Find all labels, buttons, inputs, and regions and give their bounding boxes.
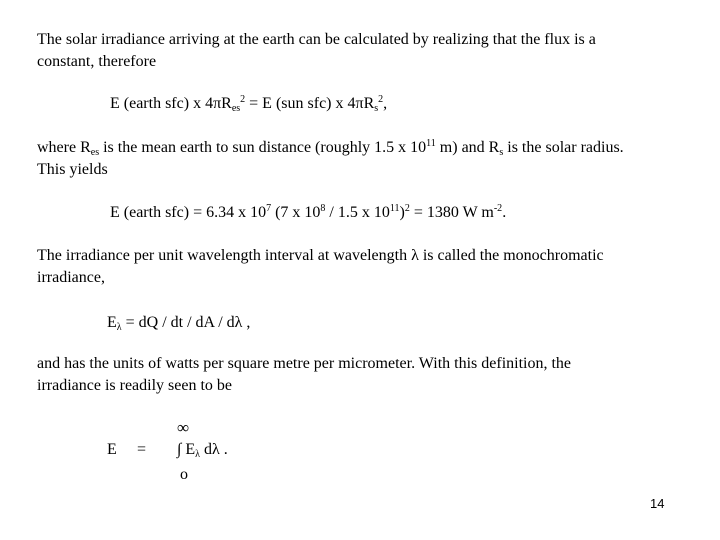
text-line: and has the units of watts per square metre per micrometer. With this definition, the bbox=[37, 355, 572, 372]
equation-earth-irradiance: E (earth sfc) = 6.34 x $10^7$ (7 x $10^8 / 1.5$ x $10^{11})^2 = 1380$ W $m^{-2}$. bbox=[110, 203, 507, 221]
integral-lhs: E bbox=[107, 441, 117, 458]
integral-upper-limit: ∞ bbox=[177, 418, 190, 437]
text-line: This yields bbox=[37, 161, 108, 178]
page-number: 14 bbox=[650, 496, 665, 511]
text-line: irradiance, bbox=[37, 269, 105, 286]
text-line: The irradiance per unit wavelength interval at wavelength λ is called the monochromatic bbox=[37, 247, 604, 264]
text-line: where $R_{es}$ is the mean earth to sun distance (roughly 1.5 x $10^{11}$ m) and $R_s$ is the solar radius. bbox=[37, 138, 624, 158]
equation-monochromatic: $E_\lambda$ = dQ / dt / dA / dλ , bbox=[107, 314, 251, 333]
text-line: irradiance is readily seen to be bbox=[37, 377, 233, 394]
integral-body: ∫ $E_\lambda$ dλ . bbox=[177, 441, 228, 460]
equation-flux-balance: E (earth sfc) x $4\pi R_{es}^2 = E$ (sun sfc) x $4\pi R_s^2$, bbox=[110, 94, 388, 114]
text-line: constant, therefore bbox=[37, 53, 157, 70]
integral-lower-limit: o bbox=[180, 466, 188, 483]
text-line: The solar irradiance arriving at the earth can be calculated by realizing that the flux is a bbox=[37, 31, 596, 48]
integral-equals: = bbox=[137, 441, 147, 458]
